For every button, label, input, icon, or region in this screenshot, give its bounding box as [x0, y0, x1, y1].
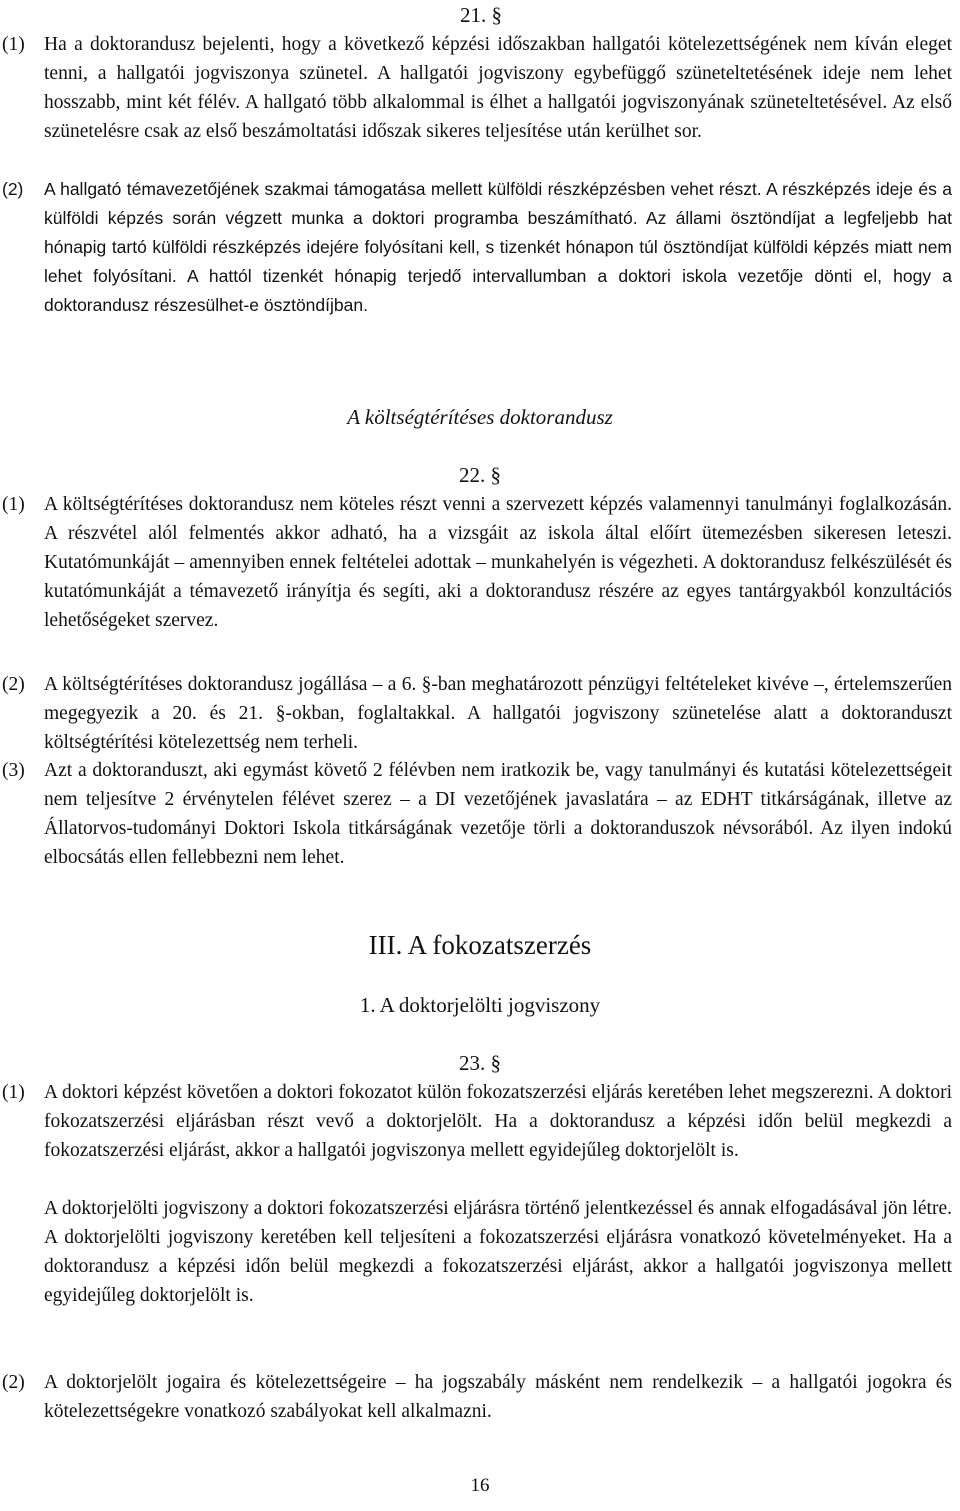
- section-22-paragraph-2: [0, 670, 960, 757]
- section-21-paragraph-2: [0, 175, 960, 320]
- section-22-heading: 22. §: [459, 463, 501, 487]
- section-22-paragraph-1: [0, 490, 960, 635]
- section-23-paragraph-1-continued: [0, 1194, 960, 1310]
- paragraph-text: Ha a doktorandusz bejelenti, hogy a következő képzési időszakban hallgatói kötelezettségének nem kíván eleget tenni, a hallgatói jogviszonya szünetel. A hallgatói jogviszony egybefüggő szüneteltetésének ideje nem lehet hosszabb, mint két félév. A hallgató több alkalommal is élhet a hallgatói jogviszonyának szüneteltetésével. Az első szünetelésre csak az első beszámoltatási időszak sikeres teljesítése után kerülhet sor.: [44, 34, 952, 142]
- paragraph-text: A költségtérítéses doktorandusz nem köteles részt venni a szervezett képzés valamennyi tanulmányi foglalkozásán. A részvétel alól felmentés akkor adható, ha a vizsgáit az iskola által előírt ütemezésben sikeresen leteszi. Kutatómunkáját – amennyiben ennek feltételei adottak – munkahelyén is végezheti. A doktorandusz felkészülését és kutatómunkáját a témavezető irányítja és segíti, aki a doktorandusz részére az egyes tantárgyakból konzultációs lehetőségeket szervez.: [44, 494, 952, 631]
- paragraph-number: (3): [2, 760, 25, 781]
- section-23-paragraph-2: [0, 1368, 960, 1426]
- section-21-paragraph-1: [0, 30, 960, 146]
- section-23-paragraph-1: [0, 1078, 960, 1165]
- section-22-paragraph-3: [0, 756, 960, 872]
- page-number: 16: [470, 1475, 490, 1496]
- paragraph-text: A doktorjelölti jogviszony a doktori fokozatszerzési eljárásra történő jelentkezéssel és annak elfogadásával jön létre. A doktorjelölti jogviszony keretében kell teljesíteni a fokozatszerzési eljárásra vonatkozó követelményeket. Ha a doktorandusz a képzési időn belül megkezdi a fokozatszerzési eljárást, akkor a hallgatói jogviszonya mellett egyidejűleg doktorjelölt is.: [44, 1198, 952, 1306]
- paragraph-number: (1): [2, 1082, 25, 1103]
- subtitle-koltsegtériteses: A költségtérítéses doktorandusz: [347, 405, 613, 429]
- chapter-title: III. A fokozatszerzés: [368, 930, 592, 960]
- section-23-heading: 23. §: [459, 1051, 501, 1075]
- paragraph-text: Azt a doktoranduszt, aki egymást követő 2 félévben nem iratkozik be, vagy tanulmányi és kutatási kötelezettségeit nem teljesítve 2 érvénytelen félévet szerez – a DI vezetőjének javaslatára – az EDHT titkárságának, illetve az Állatorvos-tudományi Doktori Iskola titkárságának vezetője törli a doktoranduszok névsorából. Az ilyen indokú elbocsátás ellen fellebbezni nem lehet.: [44, 760, 952, 868]
- subchapter-title: 1. A doktorjelölti jogviszony: [359, 993, 601, 1017]
- paragraph-number: (1): [2, 34, 25, 55]
- paragraph-number: (2): [2, 674, 25, 695]
- section-21-heading: 21. §: [460, 3, 502, 27]
- paragraph-text: A doktorjelölt jogaira és kötelezettségeire – ha jogszabály másként nem rendelkezik – a hallgatói jogokra és kötelezettségekre vonatkozó szabályokat kell alkalmazni.: [44, 1372, 952, 1422]
- paragraph-text: A hallgató témavezetőjének szakmai támogatása mellett külföldi részképzésben vehet részt. A részképzés ideje és a külföldi képzés során végzett munka a doktori programba beszámítható. Az állami ösztöndíjat a legfeljebb hat hónapig tartó külföldi részképzés idejére folyósítani kell, s tizenkét hónapon túl ösztöndíjat külföldi képzés miatt nem lehet folyósítani. A hattól tizenkét hónapig terjedő intervallumban a doktori iskola vezetője dönti el, hogy a doktorandusz részesülhet-e ösztöndíjban.: [44, 179, 952, 315]
- paragraph-text: A doktori képzést követően a doktori fokozatot külön fokozatszerzési eljárás keretében lehet megszerezni. A doktori fokozatszerzési eljárásban részt vevő a doktorjelölt. Ha a doktorandusz a képzési időn belül megkezdi a fokozatszerzési eljárást, akkor a hallgatói jogviszonya mellett egyidejűleg doktorjelölt is.: [44, 1082, 952, 1161]
- paragraph-number: (2): [2, 179, 24, 199]
- paragraph-number: (2): [2, 1372, 25, 1393]
- paragraph-text: A költségtérítéses doktorandusz jogállása – a 6. §-ban meghatározott pénzügyi feltételeket kivéve –, értelemszerűen megegyezik a 20. és 21. §-okban, foglaltakkal. A hallgatói jogviszony szünetelése alatt a doktoranduszt költségtérítési kötelezettség nem terheli.: [44, 674, 952, 753]
- paragraph-number: (1): [2, 494, 25, 515]
